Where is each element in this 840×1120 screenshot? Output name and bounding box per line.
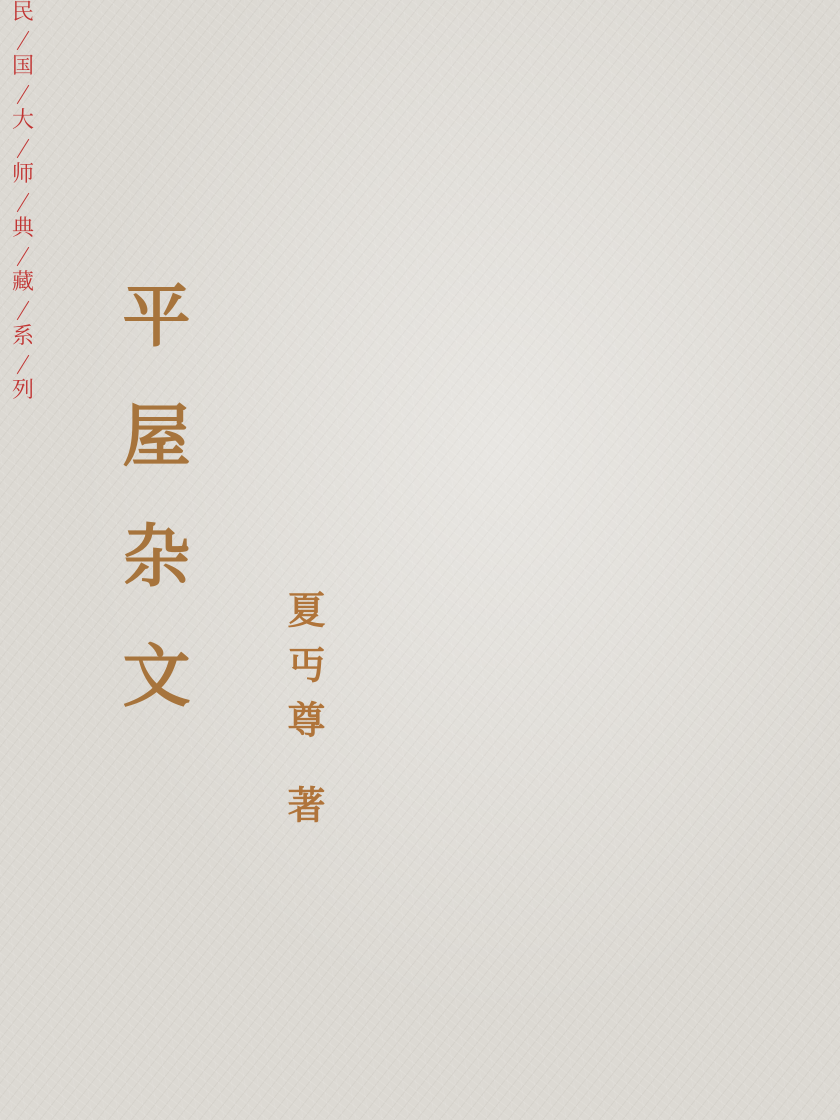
series-divider (17, 85, 30, 104)
series-divider (17, 355, 30, 374)
series-char: 列 (11, 378, 34, 403)
series-char: 大 (11, 108, 34, 133)
series-divider (17, 139, 30, 158)
series-char: 藏 (11, 270, 34, 295)
series-char: 系 (11, 324, 34, 349)
series-divider (17, 247, 30, 266)
series-char: 国 (11, 54, 34, 79)
series-char: 民 (11, 0, 34, 25)
series-divider (17, 31, 30, 50)
series-char: 典 (11, 216, 34, 241)
series-divider (17, 193, 30, 212)
series-divider (17, 301, 30, 320)
series-label (0, 0, 46, 420)
book-title: 平屋杂文 (111, 280, 191, 760)
author-line: 夏丏尊 著 (281, 590, 326, 841)
series-char: 师 (11, 162, 34, 187)
